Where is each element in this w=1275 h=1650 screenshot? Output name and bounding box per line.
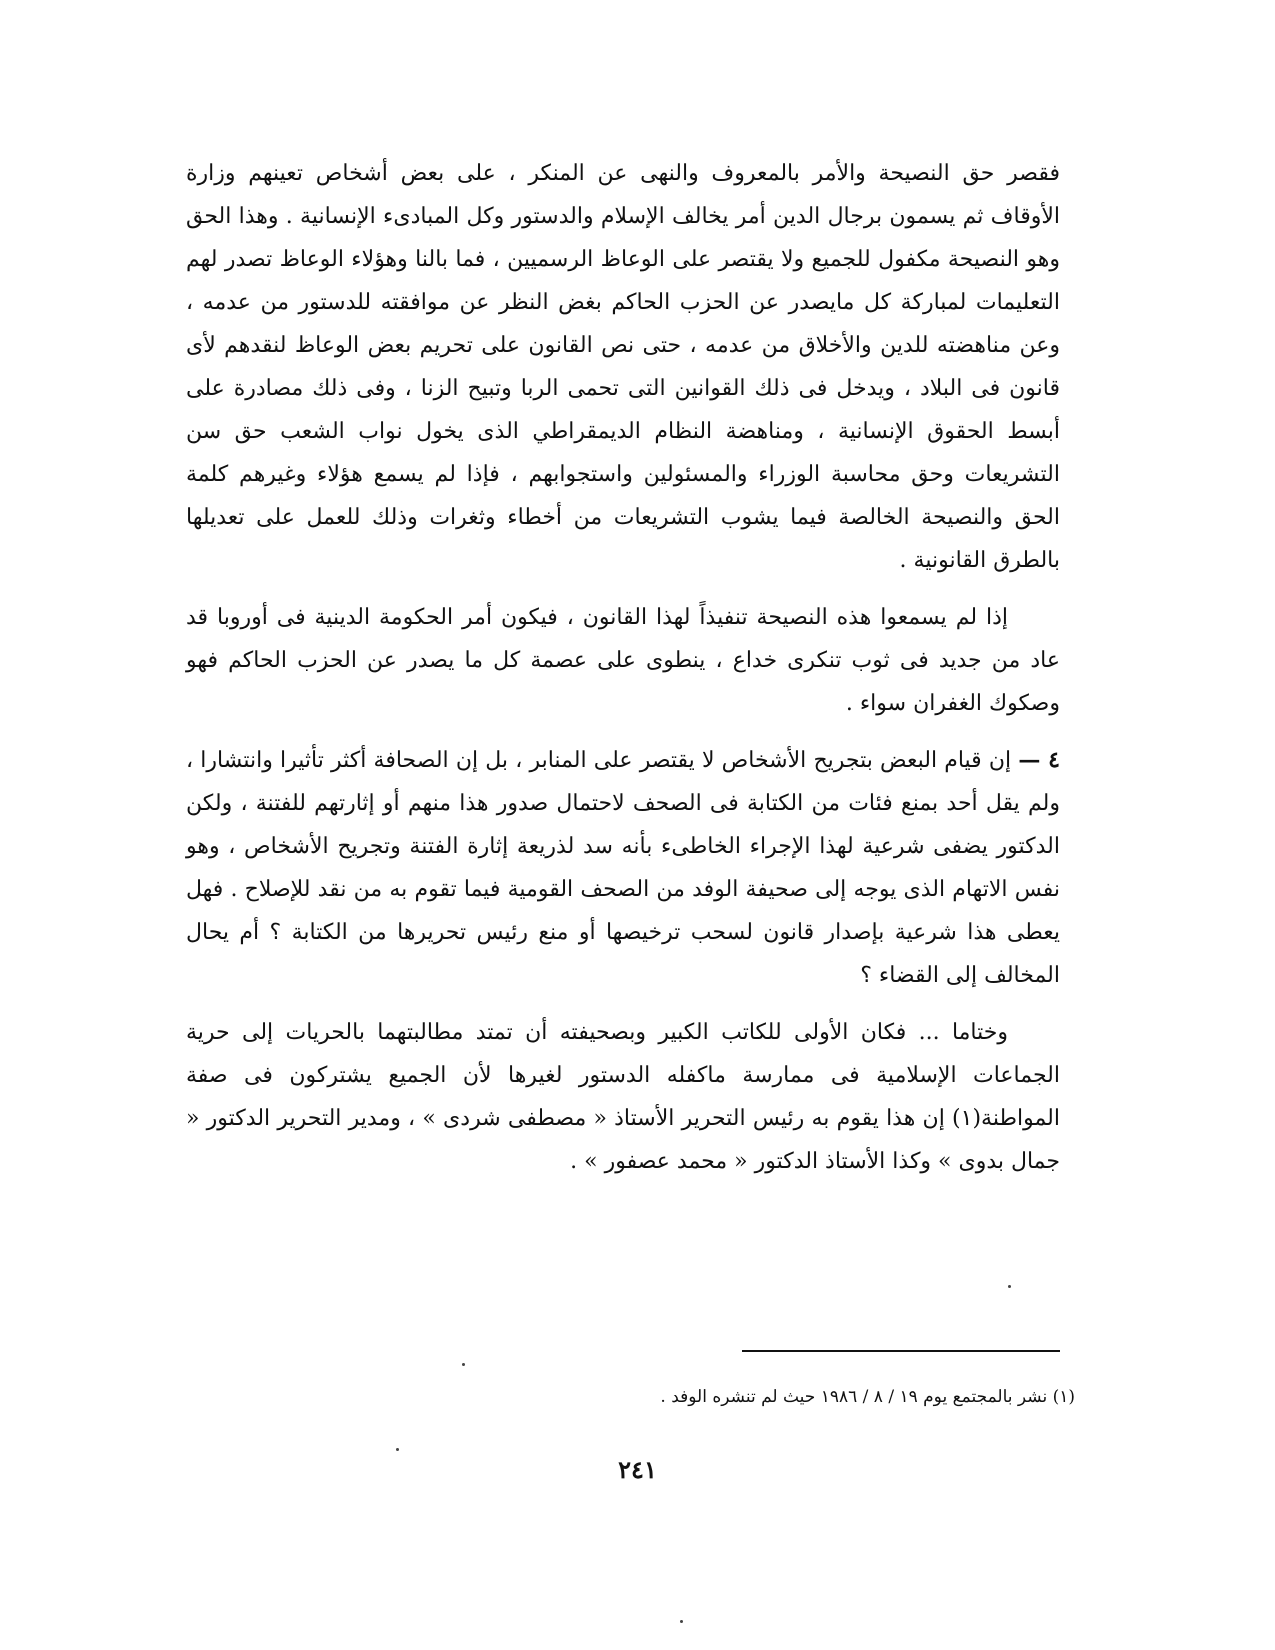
footnote-divider — [742, 1350, 1060, 1352]
page-number: ٢٤١ — [618, 1455, 657, 1484]
scan-speck — [1008, 1285, 1011, 1288]
body-text — [186, 152, 1060, 1183]
item-4-text: إن قيام البعض بتجريح الأشخاص لا يقتصر على المنابر ، بل إن الصحافة أكثر تأثيرا وانتشارا ، ولم يقل أحد بمنع فئات من الكتابة فى الصحف لاحتمال صدور هذا منهم أو إثارتهم للفتنة ، ولكن الدكتور يضفى شرعية لهذا الإجراء الخاطىء بأنه سد لذريعة إثارة الفتنة وتجريح الأشخاص ، وهو نفس الاتهام الذى يوجه إلى صحيفة الوفد من الصحف القومية فيما تقوم به من نقد للإصلاح . فهل يعطى هذا شرعية بإصدار قانون لسحب ترخيصها أو منع رئيس تحريرها من الكتابة ؟ أم يحال المخالف إلى القضاء ؟ — [186, 748, 1060, 988]
scan-speck — [680, 1620, 683, 1623]
scan-speck — [462, 1363, 465, 1366]
paragraph-conclusion: وختاما ... فكان الأولى للكاتب الكبير وبصحيفته أن تمتد مطالبتهما بالحريات إلى حرية الجماعات الإسلامية فى ممارسة ماكفله الدستور لغيرها لأن الجميع يشتركون فى صفة المواطنة(١) إن هذا يقوم به رئيس التحرير الأستاذ « مصطفى شردى » ، ومدير التحرير الدكتور « جمال بدوى » وكذا الأستاذ الدكتور « محمد عصفور » . — [186, 1020, 1060, 1174]
footnote: (١) نشر بالمجتمع يوم ١٩ / ٨ / ١٩٨٦ حيث لم تنشره الوفد . — [660, 1387, 1075, 1407]
paragraph-nasiha: فقصر حق النصيحة والأمر بالمعروف والنهى عن المنكر ، على بعض أشخاص تعينهم وزارة الأوقاف ثم يسمون برجال الدين أمر يخالف الإسلام والدستور وكل المبادىء الإنسانية . وهذا الحق وهو النصيحة مكفول للجميع ولا يقتصر على الوعاظ الرسميين ، فما بالنا وهؤلاء الوعاظ تصدر لهم التعليمات لمباركة كل مايصدر عن الحزب الحاكم بغض النظر عن موافقته للدستور من عدمه ، وعن مناهضته للدين والأخلاق من عدمه ، حتى نص القانون على تحريم بعض الوعاظ لنقدهم لأى قانون فى البلاد ، ويدخل فى ذلك القوانين التى تحمى الربا وتبيح الزنا ، وفى ذلك مصادرة على أبسط الحقوق الإنسانية ، ومناهضة النظام الديمقراطي الذى يخول نواب الشعب حق سن التشريعات وحق محاسبة الوزراء والمسئولين واستجوابهم ، فإذا لم يسمع هؤلاء وغيرهم كلمة الحق والنصيحة الخالصة فيما يشوب التشريعات من أخطاء وثغرات وذلك للعمل على تعديلها بالطرق القانونية . — [186, 161, 1061, 573]
scan-speck — [396, 1448, 399, 1451]
paragraph-item-4 — [186, 739, 1060, 997]
item-number: ٤ — — [1018, 747, 1060, 773]
paragraph-religious-government: إذا لم يسمعوا هذه النصيحة تنفيذاً لهذا القانون ، فيكون أمر الحكومة الدينية فى أوروبا قد عاد من جديد فى ثوب تنكرى خداع ، ينطوى على عصمة كل ما يصدر عن الحزب الحاكم فهو وصكوك الغفران سواء . — [186, 605, 1060, 716]
